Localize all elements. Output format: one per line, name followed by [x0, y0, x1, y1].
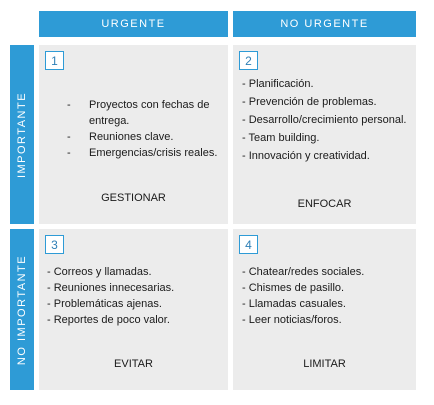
list-item: - Reportes de poco valor.: [47, 312, 225, 328]
quadrant-4: [233, 229, 416, 390]
quadrant-action-label: EVITAR: [114, 358, 153, 370]
list-item: - Correos y llamadas.: [47, 264, 225, 280]
column-header-not-urgent: NO URGENTE: [233, 11, 416, 37]
row-header-not-important-label: NO IMPORTANTE: [16, 254, 28, 365]
list-item: - Prevención de problemas.: [242, 93, 412, 111]
quadrant-item-list: [242, 75, 412, 165]
list-item: - Problemáticas ajenas.: [47, 296, 225, 312]
list-item: - Desarrollo/crecimiento personal.: [242, 111, 412, 129]
quadrant-item-list: [47, 264, 225, 328]
quadrant-number: 1: [45, 51, 64, 70]
row-header-not-important: [10, 229, 34, 390]
list-item: - Llamadas casuales.: [242, 296, 412, 312]
quadrant-action-label: ENFOCAR: [297, 198, 352, 210]
quadrant-3: [39, 229, 228, 390]
row-header-important: [10, 45, 34, 224]
column-header-urgent: URGENTE: [39, 11, 228, 37]
list-item: - Reuniones clave.: [67, 129, 225, 145]
quadrant-item-list: [242, 264, 412, 328]
quadrant-1: [39, 45, 228, 224]
list-item: - Emergencias/crisis reales.: [67, 145, 225, 161]
quadrant-number: 2: [239, 51, 258, 70]
quadrant-2: [233, 45, 416, 224]
quadrant-action-label: GESTIONAR: [101, 192, 166, 204]
list-item: - Innovación y creatividad.: [242, 147, 412, 165]
list-item: - Chismes de pasillo.: [242, 280, 412, 296]
list-item: - Leer noticias/foros.: [242, 312, 412, 328]
list-item: - Planificación.: [242, 75, 412, 93]
list-item: - Chatear/redes sociales.: [242, 264, 412, 280]
list-item: - Proyectos con fechas de entrega.: [67, 97, 225, 129]
quadrant-number: 4: [239, 235, 258, 254]
list-item: - Reuniones innecesarias.: [47, 280, 225, 296]
row-header-important-label: IMPORTANTE: [16, 91, 29, 178]
quadrant-number: 3: [45, 235, 64, 254]
list-item: - Team building.: [242, 129, 412, 147]
quadrant-action-label: LIMITAR: [303, 358, 346, 370]
quadrant-item-list: [67, 97, 225, 161]
